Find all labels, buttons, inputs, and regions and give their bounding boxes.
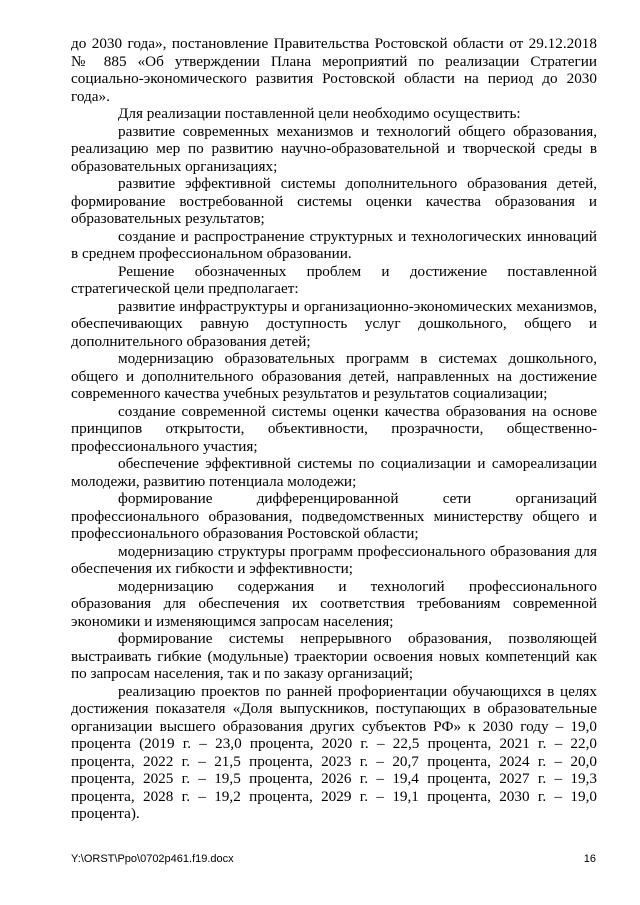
paragraph: формирование системы непрерывного образования, позволяющей выстраивать гибкие (модульные) траектории освоения новых компетенций как по запросам населения, так и по заказу организаций; xyxy=(71,630,597,682)
paragraph: обеспечение эффективной системы по социализации и самореализации молодежи, развитию потенциала молодежи; xyxy=(71,455,597,490)
paragraph: модернизацию образовательных программ в системах дошкольного, общего и дополнительного образования детей, направленных на достижение современного качества учебных результатов и результатов социализации; xyxy=(71,350,597,402)
paragraph: создание современной системы оценки качества образования на основе принципов открытости, объективности, прозрачности, общественно-профессионального участия; xyxy=(71,402,597,455)
document-body xyxy=(71,35,597,823)
footer-file-path: Y:\ORST\Ppo\0702p461.f19.docx xyxy=(71,853,234,865)
paragraph: развитие эффективной системы дополнительного образования детей, формирование востребованной системы оценки качества образования и образовательных результатов; xyxy=(71,175,597,227)
paragraph: модернизацию структуры программ профессионального образования для обеспечения их гибкости и эффективности; xyxy=(71,542,597,577)
paragraph: модернизацию содержания и технологий профессионального образования для обеспечения их соответствия требованиям современной экономики и изменяющимся запросам населения; xyxy=(71,577,597,630)
paragraph: реализацию проектов по ранней профориентации обучающихся в целях достижения показателя «Доля выпускников, поступающих в образовательные организации высшего образования других субъектов РФ» к 2030 году – 19,0 процента (2019 г. – 23,0 процента, 2020 г. – 22,5 процента, 2021 г. – 22,0 процента, 2022 г. – 21,5 процента, 2023 г. – 20,7 процента, 2024 г. – 20,0 процента, 2025 г. – 19,5 процента, 2026 г. – 19,4 процента, 2027 г. – 19,3 процента, 2028 г. – 19,2 процента, 2029 г. – 19,1 процента, 2030 г. – 19,0 процента). xyxy=(71,682,597,822)
page-number: 16 xyxy=(583,853,596,865)
paragraph: Для реализации поставленной цели необходимо осуществить: xyxy=(118,105,521,122)
paragraph: до 2030 года», постановление Правительства Ростовской области от 29.12.2018 № 885 «Об утверждении Плана мероприятий по реализации Стратегии социально-экономического развития Ростовской области на период до 2030 года». xyxy=(71,35,597,105)
paragraph: формирование дифференцированной сети организаций профессионального образования, подведомственных министерству общего и профессионального образования Ростовской области; xyxy=(71,490,597,542)
paragraph: создание и распространение структурных и технологических инноваций в среднем профессиональном образовании. xyxy=(71,227,597,262)
paragraph: развитие инфраструктуры и организационно-экономических механизмов, обеспечивающих равную доступность услуг дошкольного, общего и дополнительного образования детей; xyxy=(71,297,597,350)
paragraph: развитие современных механизмов и технологий общего образования, реализацию мер по развитию научно-образовательной и творческой среды в образовательных организациях; xyxy=(71,122,597,175)
paragraph: Решение обозначенных проблем и достижение поставленной стратегической цели предполагает: xyxy=(71,262,597,297)
